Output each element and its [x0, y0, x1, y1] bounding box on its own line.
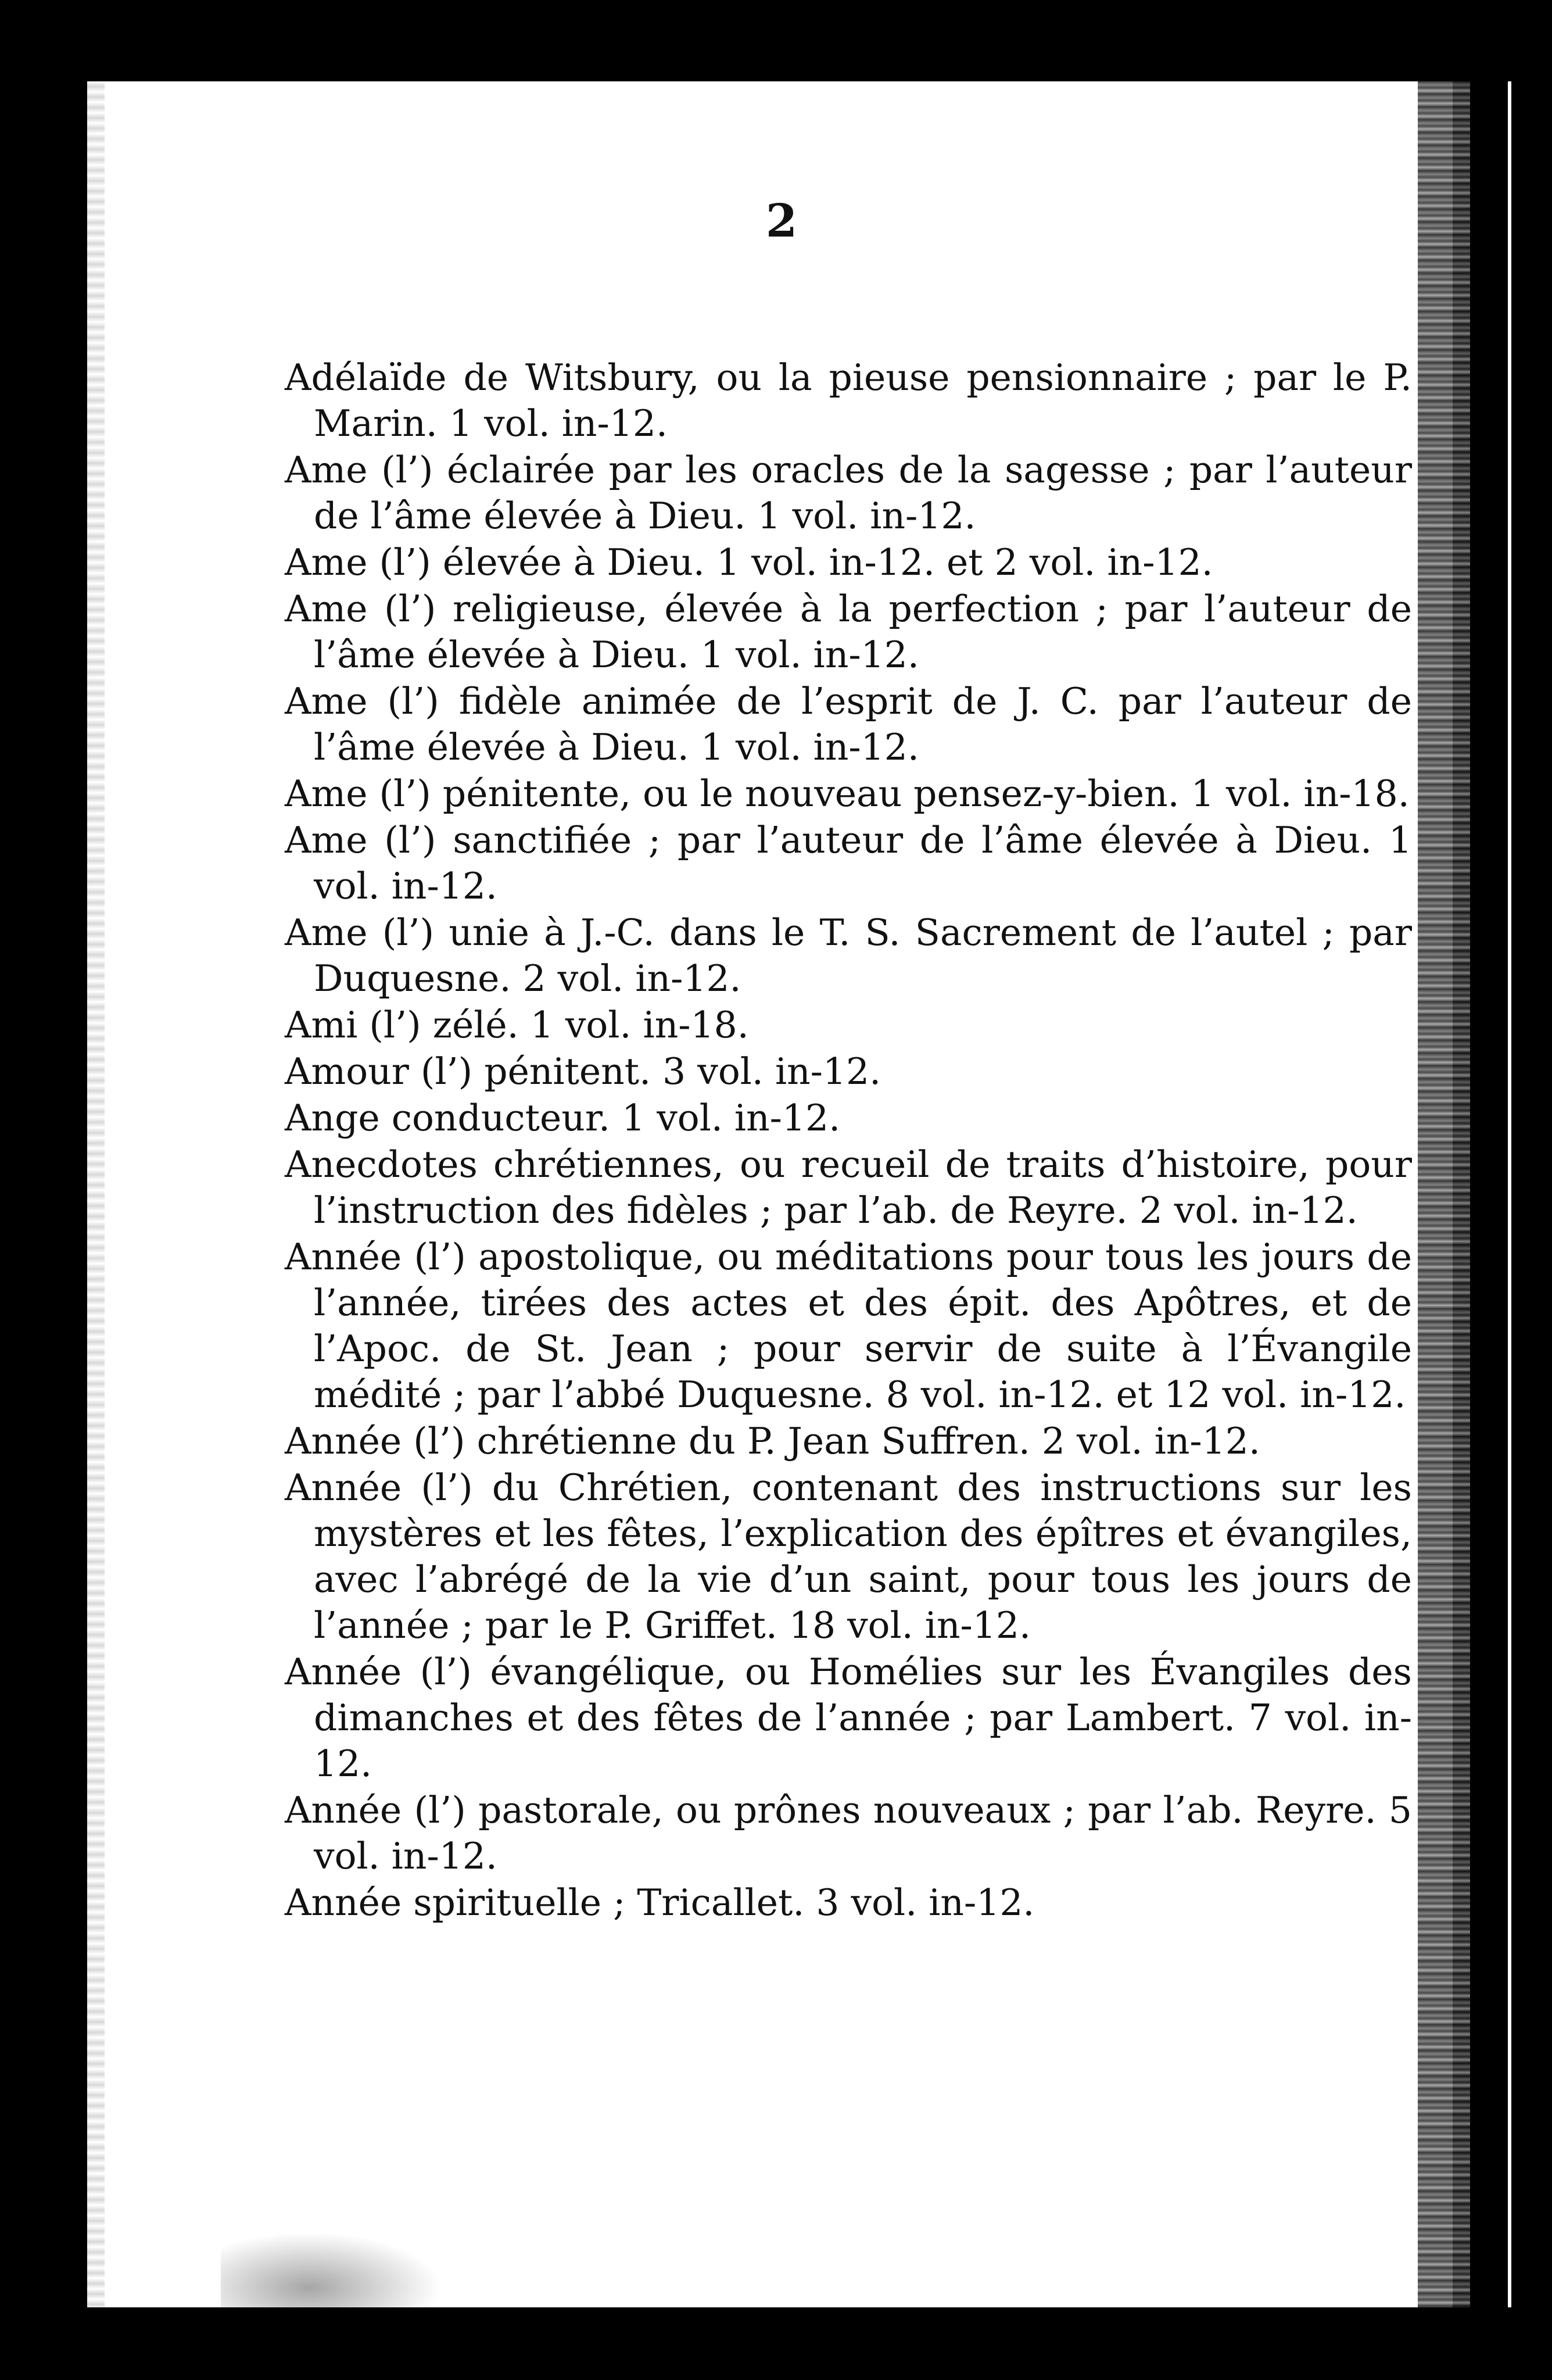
catalogue-entry: Ange conducteur. 1 vol. in-12. — [285, 1097, 841, 1139]
page-number: 2 — [765, 195, 798, 248]
catalogue-entry: Ame (l’) élevée à Dieu. 1 vol. in-12. et 2 vol. in-12. — [285, 541, 1213, 584]
catalogue-entries — [285, 355, 1412, 1926]
catalogue-entry: Année (l’) pastorale, ou prônes nouveaux ; par l’ab. Reyre. 5 vol. in-12. — [285, 1789, 1412, 1877]
catalogue-entry: Année (l’) apostolique, ou méditations pour tous les jours de l’année, tirées des actes et des épit. des Apôtres, et de l’Apoc. de St. Jean ; pour servir de suite à l’Évangile médité ; par l’abbé Duquesne. 8 vol. in-12. et 12 vol. in-12. — [285, 1236, 1412, 1416]
catalogue-entry: Année (l’) évangélique, ou Homélies sur les Évangiles des dimanches et des fêtes de l’année ; par Lambert. 7 vol. in-12. — [285, 1651, 1412, 1785]
catalogue-entry: Anecdotes chrétiennes, ou recueil de traits d’histoire, pour l’instruction des fidèles ; par l’ab. de Reyre. 2 vol. in-12. — [285, 1143, 1412, 1232]
page-left-edge — [87, 81, 105, 2307]
scan-smudge — [221, 2232, 442, 2307]
catalogue-entry: Adélaïde de Witsbury, ou la pieuse pensionnaire ; par le P. Marin. 1 vol. in-12. — [285, 356, 1412, 445]
catalogue-entry: Amour (l’) pénitent. 3 vol. in-12. — [285, 1050, 881, 1093]
catalogue-entry: Ame (l’) sanctifiée ; par l’auteur de l’âme élevée à Dieu. 1 vol. in-12. — [285, 819, 1412, 907]
catalogue-entry: Ame (l’) religieuse, élevée à la perfection ; par l’auteur de l’âme élevée à Dieu. 1 vol. in-12. — [285, 588, 1412, 676]
catalogue-entry: Année spirituelle ; Tricallet. 3 vol. in-12. — [285, 1881, 1035, 1924]
catalogue-entry: Année (l’) du Chrétien, contenant des instructions sur les mystères et les fêtes, l’explication des épîtres et évangiles, avec l’abrégé de la vie d’un saint, pour tous les jours de l’année ; par le P. Griffet. 18 vol. in-12. — [285, 1466, 1412, 1647]
catalogue-entry: Ame (l’) fidèle animée de l’esprit de J. C. par l’auteur de l’âme élevée à Dieu. 1 vol. in-12. — [285, 680, 1412, 768]
page-outer-edge — [1508, 81, 1511, 2307]
catalogue-entry: Ame (l’) pénitente, ou le nouveau pensez-y-bien. 1 vol. in-18. — [285, 772, 1410, 815]
catalogue-entry: Ami (l’) zélé. 1 vol. in-18. — [285, 1004, 749, 1046]
catalogue-entry: Année (l’) chrétienne du P. Jean Suffren. 2 vol. in-12. — [285, 1420, 1260, 1462]
catalogue-entry: Ame (l’) éclairée par les oracles de la sagesse ; par l’auteur de l’âme élevée à Dieu. 1 vol. in-12. — [285, 449, 1412, 537]
catalogue-entry: Ame (l’) unie à J.-C. dans le T. S. Sacrement de l’autel ; par Duquesne. 2 vol. in-12. — [285, 911, 1412, 1000]
book-page — [87, 81, 1453, 2307]
page-right-edge — [1418, 81, 1470, 2307]
